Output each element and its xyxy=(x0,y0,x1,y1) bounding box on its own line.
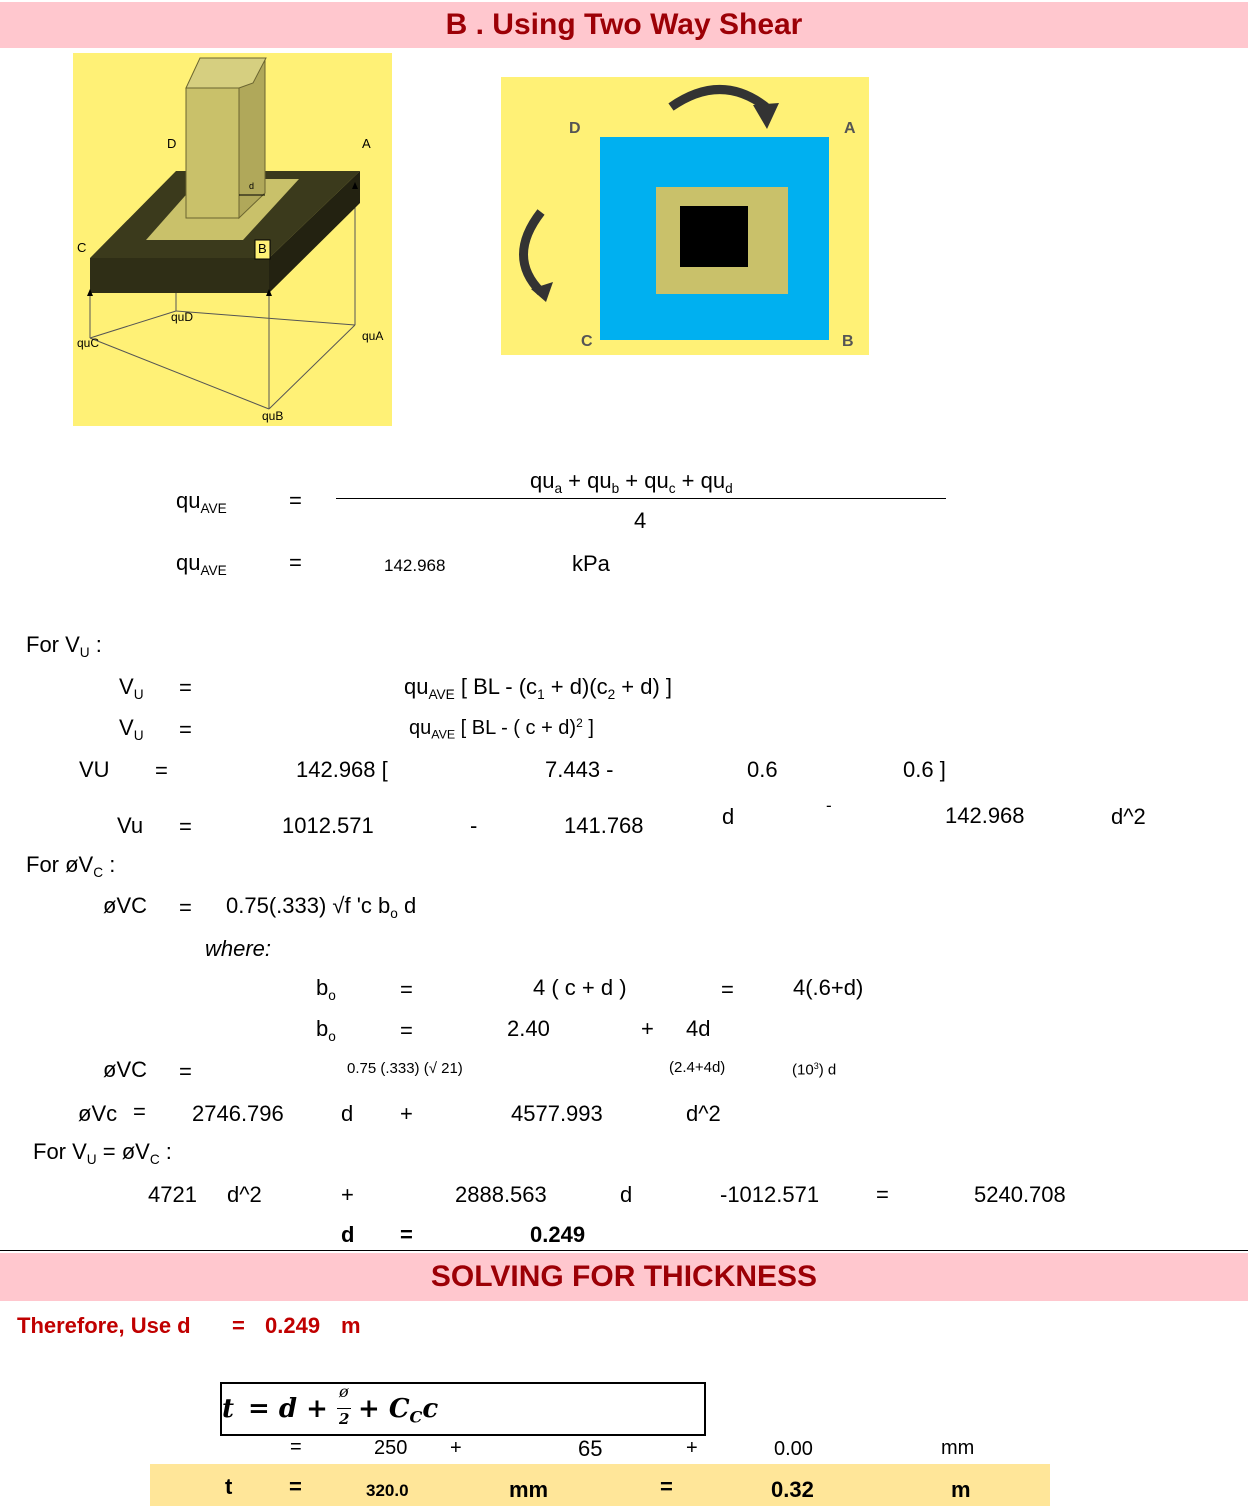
phivc-result-plus: + xyxy=(400,1101,413,1126)
vu-formula-2: $qu_{AVE}$ [ BL - ( c + d)$^2$ ] xyxy=(409,716,594,742)
bo2-val2: 4d xyxy=(686,1016,711,1041)
final-d-eq: = xyxy=(400,1222,413,1247)
formula-phi: ø xyxy=(339,1382,349,1401)
plan-diagram xyxy=(501,77,869,355)
label-dim-d: d xyxy=(249,181,255,191)
thk-result-v1: 320.0 xyxy=(366,1481,409,1500)
quave-label-2: $qu_{AVE}$ xyxy=(176,550,227,578)
thickness-formula-box xyxy=(220,1382,706,1436)
phivc-result-v2: 4577.993 xyxy=(511,1101,603,1126)
vu-symbol-2: $V_U$ xyxy=(119,715,144,743)
label-qub: quB xyxy=(262,409,284,423)
footing-3d-figure xyxy=(73,53,392,426)
label-qud: quD xyxy=(171,310,194,324)
bo2-val: 2.40 xyxy=(507,1016,550,1041)
vu-row3-v2: 7.443 - xyxy=(545,757,614,782)
thk-result-eq2: = xyxy=(660,1474,673,1499)
bo1-eq2: = xyxy=(721,977,734,1002)
phivc-label-2: øVC xyxy=(103,1057,147,1082)
vu-row4-label: Vu xyxy=(117,813,144,838)
thk-row1-p1: + xyxy=(450,1437,462,1459)
vu-row3-v3: 0.6 xyxy=(747,757,778,782)
vu-heading: For $V_U$ : xyxy=(26,632,102,660)
vu-row3-v1: 142.968 [ xyxy=(296,757,388,782)
plan-label-c: C xyxy=(581,333,593,350)
equate-v1: 4721 xyxy=(148,1182,197,1207)
plan-label-b: B xyxy=(842,333,854,350)
thickness-result-row xyxy=(150,1464,1050,1506)
fraction-bar xyxy=(336,498,946,499)
quave-label-1: $qu_{AVE}$ xyxy=(176,488,227,516)
formula-frac-bar xyxy=(337,1408,351,1409)
phivc-result-v1: 2746.796 xyxy=(192,1101,284,1126)
vu-row3-label: VU xyxy=(79,757,110,782)
final-d-label: d xyxy=(341,1222,355,1247)
equate-heading: For $V_U$ = $øV_C$ : xyxy=(33,1139,172,1167)
bo1-expr: 4 ( c + d ) xyxy=(533,975,627,1000)
bo2-plus: + xyxy=(641,1016,654,1041)
vu-row4-v1: 1012.571 xyxy=(282,813,374,838)
label-a: A xyxy=(362,136,371,151)
thk-result-label: t xyxy=(225,1474,233,1499)
vu-row4-minus2: - xyxy=(826,796,832,815)
phivc-result-d2: d^2 xyxy=(686,1101,721,1126)
label-b: B xyxy=(258,241,267,256)
phivc-sub-b: (2.4+4d) xyxy=(669,1059,726,1076)
formula-eq: = d + xyxy=(248,1394,328,1424)
section-title: B . Using Two Way Shear xyxy=(445,8,803,41)
formula-two: 2 xyxy=(339,1410,350,1428)
thk-row1-p2: + xyxy=(686,1437,698,1459)
phivc-sub-a: 0.75 (.333) (√ 21) xyxy=(347,1060,463,1077)
vu-row4-v3: 142.968 xyxy=(945,803,1025,828)
vu-symbol-1: $V_U$ xyxy=(119,674,144,702)
formula-t: t xyxy=(222,1394,235,1424)
thk-result-v2: 0.32 xyxy=(771,1477,814,1502)
footing-diagram xyxy=(73,53,392,426)
plan-label-d: D xyxy=(569,120,581,137)
bo2-eq: = xyxy=(400,1018,413,1043)
thk-row1-unit: mm xyxy=(941,1437,975,1459)
thickness-title: SOLVING FOR THICKNESS xyxy=(430,1260,818,1293)
thk-result-eq: = xyxy=(289,1474,302,1499)
thk-row1-v1: 250 xyxy=(374,1437,408,1459)
thickness-header xyxy=(0,1253,1248,1301)
quave-denominator: 4 xyxy=(634,508,647,533)
phivc-result-label: øVc xyxy=(78,1101,118,1126)
phivc-result-eq: = xyxy=(133,1099,146,1124)
vu-row4-d: d xyxy=(722,804,735,829)
use-d-unit: m xyxy=(341,1313,361,1338)
formula-plus-c: + $C_Cc$ xyxy=(358,1394,439,1427)
label-d: D xyxy=(167,136,177,151)
thk-row1-v2: 65 xyxy=(578,1436,603,1461)
label-c: C xyxy=(77,240,87,255)
equate-d: d xyxy=(620,1182,633,1207)
quave-unit: kPa xyxy=(572,551,610,576)
phivc-sub-c: $(10^3)$ d xyxy=(792,1061,837,1079)
vu-formula-1: $qu_{AVE}$ [ BL - $(c_1 + d)(c_2 + d)$ ] xyxy=(404,674,673,702)
where-label: where: xyxy=(205,936,272,961)
equate-v3: -1012.571 xyxy=(720,1182,820,1207)
vu-row4-d2: d^2 xyxy=(1111,804,1146,829)
label-quc: quC xyxy=(77,336,100,350)
vu-eq-1: = xyxy=(179,675,192,700)
phivc-heading: For $øV_C$ : xyxy=(26,852,116,880)
thk-result-u2: m xyxy=(951,1477,971,1502)
bo1-eq: = xyxy=(400,977,413,1002)
divider-line xyxy=(0,1250,1248,1251)
phivc-eq-1: = xyxy=(179,895,192,920)
final-d-value: 0.249 xyxy=(530,1222,586,1247)
quave-numerator: $qu_a + qu_b + qu_c + qu_d$ xyxy=(530,468,733,496)
phivc-eq-2: = xyxy=(179,1059,192,1084)
quave-eq-1: = xyxy=(289,488,302,513)
vu-row4-v2: 141.768 xyxy=(564,813,644,838)
use-d-label: Therefore, Use d xyxy=(17,1313,191,1338)
plan-view-figure xyxy=(501,77,869,355)
plan-label-a: A xyxy=(844,120,856,137)
bo1-val: 4(.6+d) xyxy=(793,975,864,1000)
quave-value: 142.968 xyxy=(384,556,446,575)
equate-eq: = xyxy=(876,1182,889,1207)
vu-row3-v4: 0.6 ] xyxy=(903,757,946,782)
use-d-eq: = xyxy=(232,1313,245,1338)
phivc-result-d: d xyxy=(341,1101,354,1126)
vu-eq-2: = xyxy=(179,717,192,742)
thk-row1-eq: = xyxy=(290,1436,302,1458)
quave-eq-2: = xyxy=(289,550,302,575)
bo-symbol-2: $b_o$ xyxy=(316,1016,336,1044)
equate-d2: d^2 xyxy=(227,1182,262,1207)
label-qua: quA xyxy=(362,329,384,343)
thk-row1-v3: 0.00 xyxy=(774,1438,813,1460)
phivc-formula: 0.75(.333) √f 'c $b_o$ d xyxy=(226,893,417,921)
phivc-label-1: øVC xyxy=(103,893,147,918)
bo-symbol-1: $b_o$ xyxy=(316,975,336,1003)
section-header xyxy=(0,2,1248,48)
vu-row4-eq: = xyxy=(179,814,192,839)
equate-v4: 5240.708 xyxy=(974,1182,1066,1207)
vu-row4-minus1: - xyxy=(470,813,478,838)
use-d-value: 0.249 xyxy=(265,1313,321,1338)
equate-v2: 2888.563 xyxy=(455,1182,547,1207)
vu-row3-eq: = xyxy=(155,758,168,783)
equate-plus: + xyxy=(341,1182,354,1207)
thk-result-u1: mm xyxy=(509,1477,549,1502)
